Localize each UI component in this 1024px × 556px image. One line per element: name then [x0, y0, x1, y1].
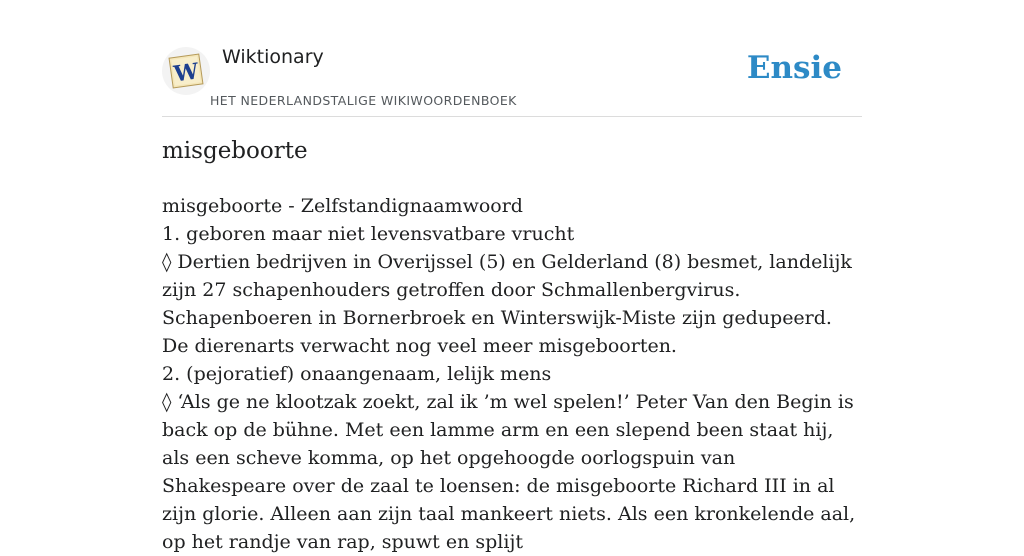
page — [162, 0, 862, 553]
definition-2: 2. (pejoratief) onaangenaam, lelijk mens — [162, 363, 552, 385]
definition-1: 1. geboren maar niet levensvatbare vrucht — [162, 223, 575, 245]
page-title: misgeboorte — [162, 138, 308, 164]
entry-content — [162, 192, 862, 556]
site-tagline: HET NEDERLANDSTALIGE WIKIWOORDENBOEK — [210, 93, 517, 108]
example-2: ◊ ‘Als ge ne klootzak zoekt, zal ik ’m wel spelen!’ Peter Van den Begin is back op de bühne. Met een lamme arm en een slepend been staat hij, als een scheve komma, op het opgehoogde oorlogspuin van Shakespeare over de zaal te loensen: de misgeboorte Richard III in al zijn glorie. Alleen aan zijn taal mankeert niets. Als een kronkelende aal, op het randje van rap, spuwt en splijt — [162, 391, 856, 553]
site-header — [162, 0, 862, 117]
wiktionary-logo-icon[interactable] — [162, 47, 210, 95]
entry-heading-line: misgeboorte - Zelfstandignaamwoord — [162, 195, 523, 217]
ensie-brand-logo[interactable]: Ensie — [746, 50, 842, 86]
site-name[interactable]: Wiktionary — [222, 46, 324, 68]
example-1: ◊ Dertien bedrijven in Overijssel (5) en Gelderland (8) besmet, landelijk zijn 27 schapenhouders getroffen door Schmallenbergvirus. Schapenboeren in Bornerbroek en Winterswijk-Miste zijn gedupeerd. De dierenarts verwacht nog veel meer misgeboorten. — [162, 251, 852, 357]
logo-letter: W — [172, 58, 201, 88]
